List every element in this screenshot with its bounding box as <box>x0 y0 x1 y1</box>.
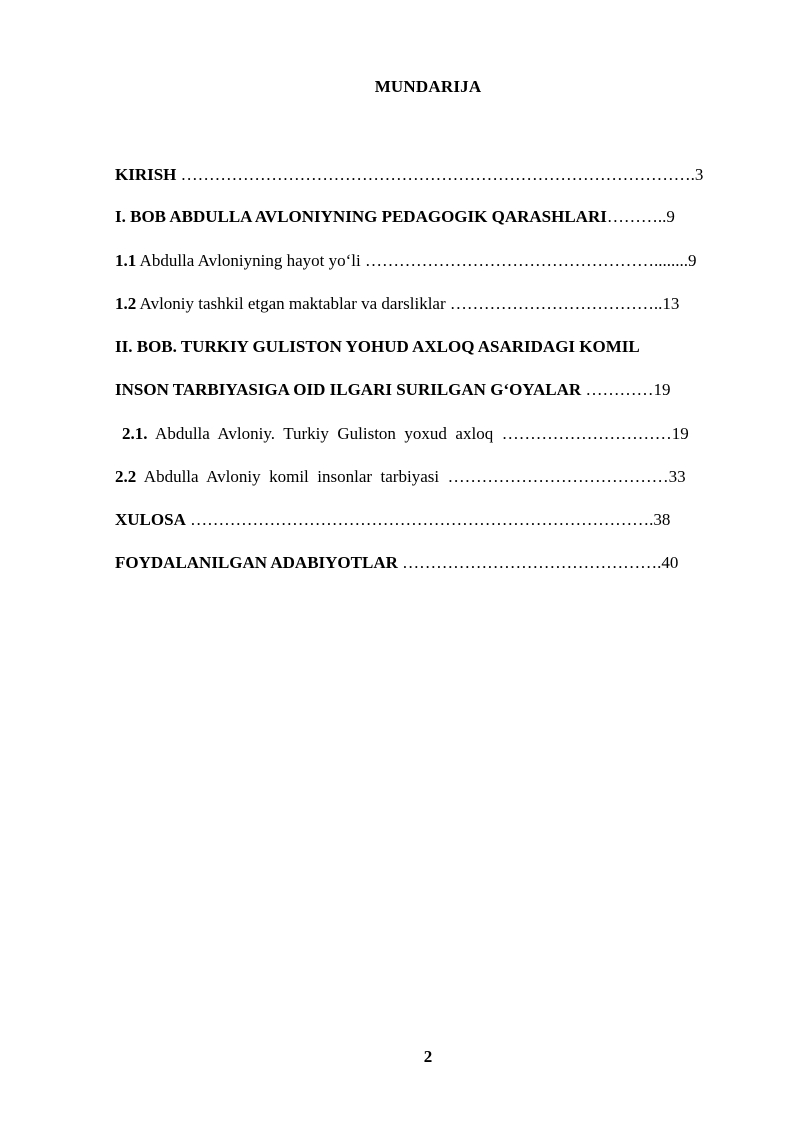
toc-entry-chapter-2-line-1 <box>115 337 640 357</box>
toc-entry-heading: FOYDALANILGAN ADABIYOTLAR <box>115 553 398 572</box>
toc-entry-1-2 <box>115 294 679 314</box>
toc-entry-chapter-1 <box>115 207 675 227</box>
toc-entry-number: 1.2 <box>115 294 137 313</box>
toc-entry-2-1 <box>122 424 689 444</box>
toc-entry-xulosa <box>115 510 670 530</box>
toc-entry-heading: II. BOB. TURKIY GULISTON YOHUD AXLOQ ASARIDAGI KOMIL <box>115 337 640 356</box>
toc-entry-adabiyotlar <box>115 553 678 573</box>
toc-entry-text: Abdulla Avloniy. Turkiy Guliston yoxud axloq <box>147 424 502 443</box>
toc-entry-leader: …………………………………33 <box>447 467 686 486</box>
toc-entry-text: Abdulla Avloniy komil insonlar tarbiyasi <box>136 467 448 486</box>
toc-entry-number: 1.1 <box>115 251 137 270</box>
toc-entry-leader: ……………………………………………........9 <box>364 251 697 270</box>
toc-entry-heading: I. BOB ABDULLA AVLONIYNING PEDAGOGIK QARASHLARI <box>115 207 607 226</box>
toc-entry-text: Avloniy tashkil etgan maktablar va darsliklar <box>136 294 450 313</box>
toc-entry-chapter-2-line-2 <box>115 380 670 400</box>
toc-entry-heading: KIRISH <box>115 165 177 184</box>
page-number: 2 <box>423 1047 433 1066</box>
toc-entry-number: 2.2 <box>115 467 137 486</box>
toc-entry-leader: …………………………19 <box>501 424 689 443</box>
toc-entry-leader: ……………………………………….40 <box>402 553 679 572</box>
toc-entry-leader: ……………………………………………………………………….38 <box>190 510 671 529</box>
toc-entry-leader: ………..9 <box>606 207 675 226</box>
toc-entry-leader: ……………………………………………………………………………….3 <box>176 165 704 184</box>
toc-entry-2-2 <box>115 467 686 487</box>
toc-entry-1-1 <box>115 251 696 271</box>
toc-entry-kirish <box>115 165 703 185</box>
toc-title: MUNDARIJA <box>374 77 482 96</box>
toc-entry-leader: ………………………………..13 <box>449 294 680 313</box>
toc-entry-heading: XULOSA <box>115 510 186 529</box>
toc-entry-leader: …………19 <box>581 380 671 399</box>
toc-entry-text: Abdulla Avloniyning hayot yo‘li <box>136 251 365 270</box>
toc-entry-heading: INSON TARBIYASIGA OID ILGARI SURILGAN G‘OYALAR <box>115 380 582 399</box>
toc-entry-number: 2.1. <box>122 424 148 443</box>
